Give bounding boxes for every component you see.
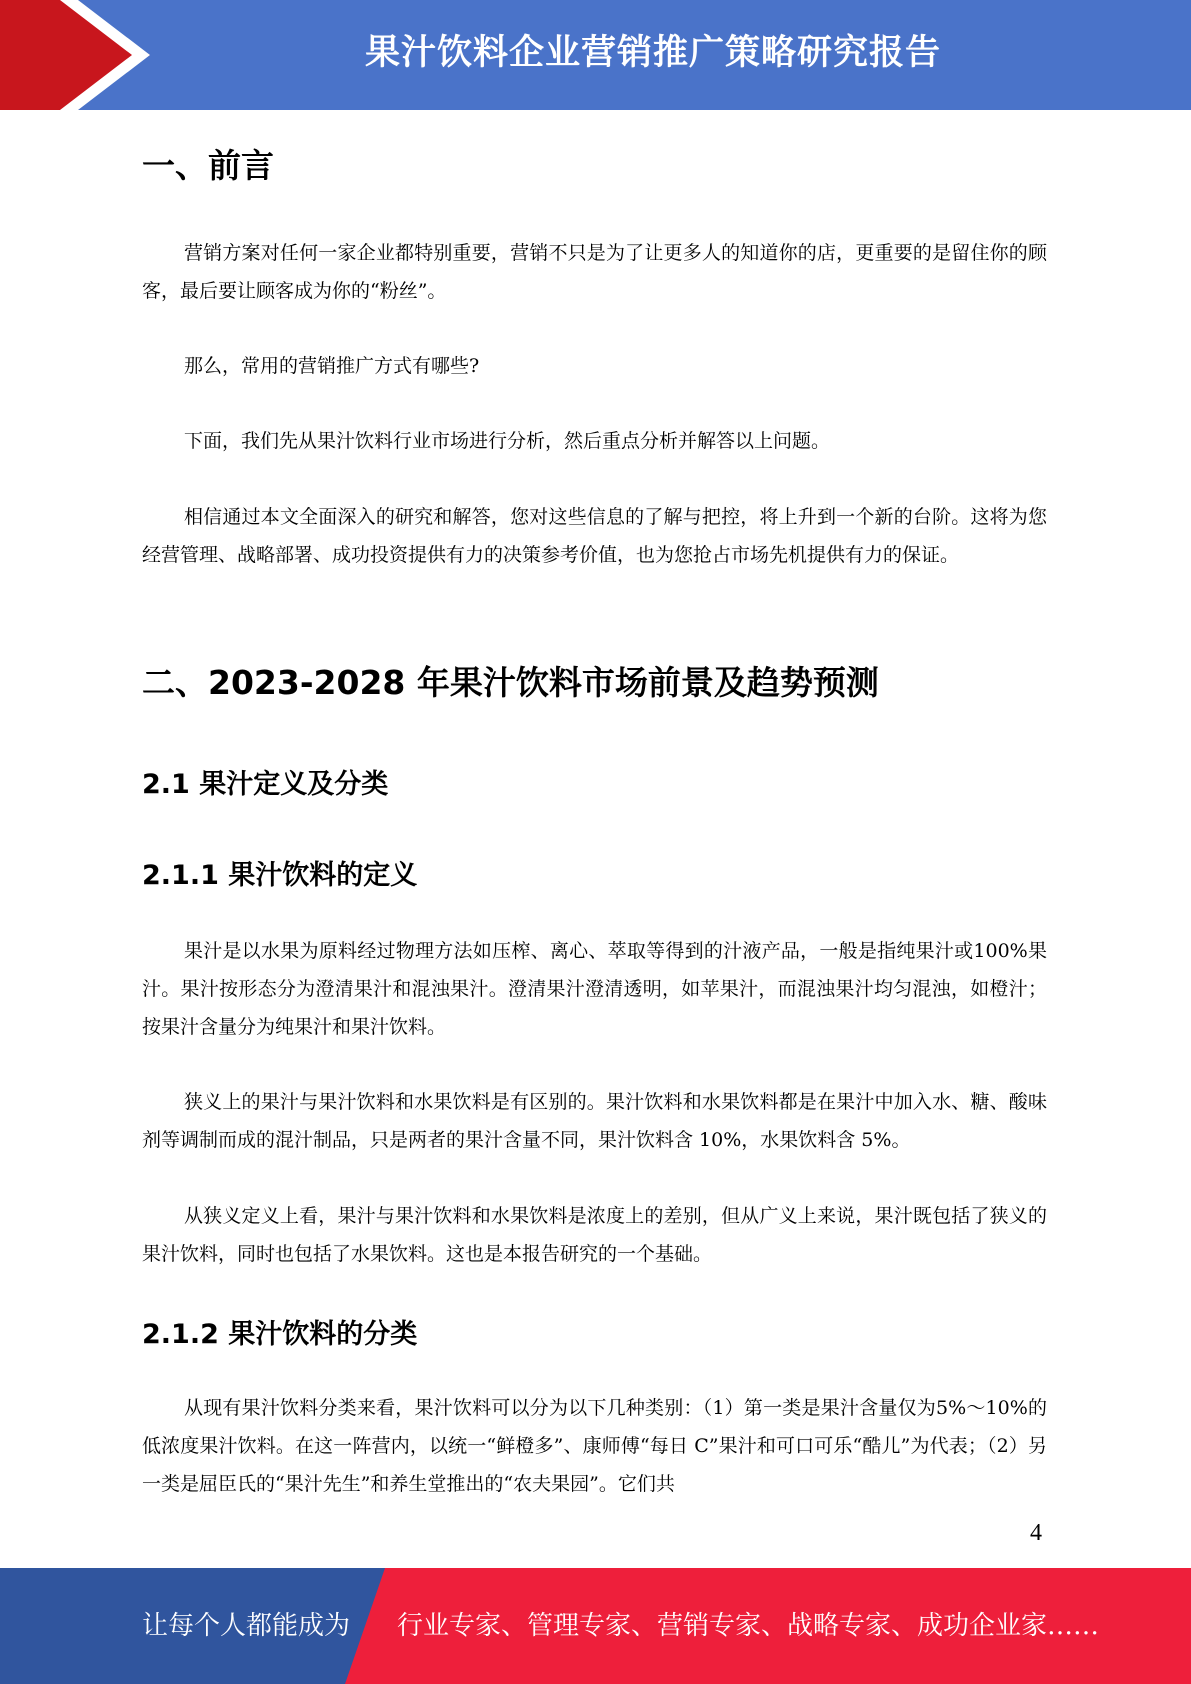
paragraph: 从现有果汁饮料分类来看，果汁饮料可以分为以下几种类别：（1）第一类是果汁含量仅为5%～10%的低浓度果汁饮料。在这一阵营内，以统一“鲜橙多”、康师傅“每日 C”果汁和可口可乐“酷儿”为代表；（2）另一类是屈臣氏的“果汁先生”和养生堂推出的“农夫果园”。它们共 bbox=[142, 1397, 1047, 1495]
paragraph: 下面，我们先从果汁饮料行业市场进行分析，然后重点分析并解答以上问题。 bbox=[184, 430, 831, 452]
page-number: 4 bbox=[1030, 1520, 1042, 1546]
paragraph: 果汁是以水果为原料经过物理方法如压榨、离心、萃取等得到的汁液产品，一般是指纯果汁或100%果汁。果汁按形态分为澄清果汁和混浊果汁。澄清果汁澄清透明，如苹果汁，而混浊果汁均匀混浊，如橙汁；按果汁含量分为纯果汁和果汁饮料。 bbox=[142, 940, 1047, 1038]
subsection-heading: 2.1 果汁定义及分类 bbox=[142, 769, 389, 800]
paragraph: 营销方案对任何一家企业都特别重要，营销不只是为了让更多人的知道你的店，更重要的是留住你的顾客，最后要让顾客成为你的“粉丝”。 bbox=[142, 242, 1047, 302]
subsection-heading: 2.1.1 果汁饮料的定义 bbox=[142, 860, 418, 891]
section-heading-market-outlook: 二、2023-2028 年果汁饮料市场前景及趋势预测 bbox=[142, 663, 879, 702]
section-heading-preface: 一、前言 bbox=[142, 146, 274, 185]
paragraph: 相信通过本文全面深入的研究和解答，您对这些信息的了解与把控，将上升到一个新的台阶。这将为您经营管理、战略部署、成功投资提供有力的决策参考价值，也为您抢占市场先机提供有力的保证。 bbox=[142, 506, 1047, 566]
page-header bbox=[0, 0, 1191, 110]
paragraph: 狭义上的果汁与果汁饮料和水果饮料是有区别的。果汁饮料和水果饮料都是在果汁中加入水、糖、酸味剂等调制而成的混汁制品，只是两者的果汁含量不同，果汁饮料含 10%，水果饮料含 5%。 bbox=[142, 1091, 1047, 1151]
paragraph: 从狭义定义上看，果汁与果汁饮料和水果饮料是浓度上的差别，但从广义上来说，果汁既包括了狭义的果汁饮料，同时也包括了水果饮料。这也是本报告研究的一个基础。 bbox=[142, 1205, 1047, 1265]
report-title: 果汁饮料企业营销推广策略研究报告 bbox=[364, 33, 941, 73]
footer-slogan-left: 让每个人都能成为 bbox=[142, 1611, 351, 1641]
footer-slogan-right: 行业专家、管理专家、营销专家、战略专家、成功企业家…… bbox=[397, 1611, 1100, 1641]
page-footer bbox=[0, 1568, 1191, 1684]
paragraph: 那么，常用的营销推广方式有哪些? bbox=[184, 355, 480, 377]
subsection-heading: 2.1.2 果汁饮料的分类 bbox=[142, 1319, 418, 1350]
